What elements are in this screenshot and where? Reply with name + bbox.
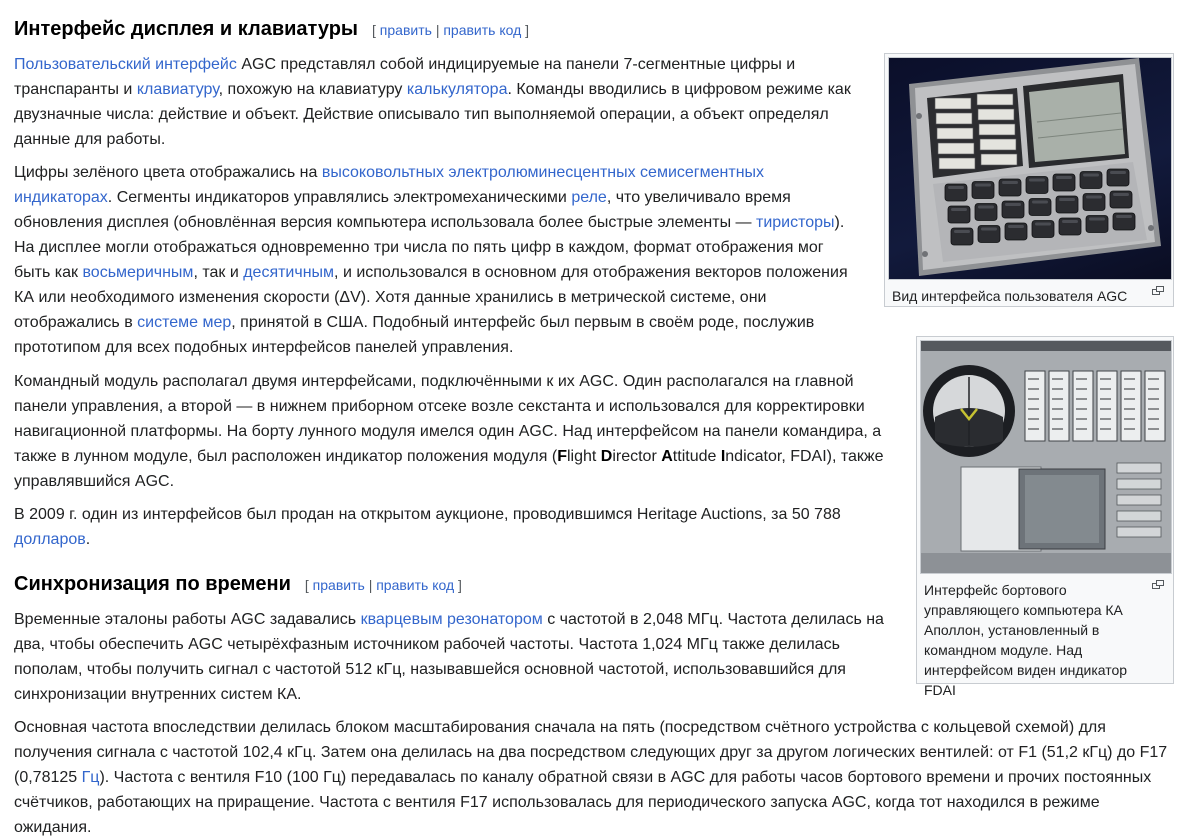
key-highlight bbox=[1005, 203, 1021, 206]
link-unit-system[interactable]: системе мер bbox=[137, 314, 232, 331]
edit-link[interactable]: править bbox=[312, 577, 365, 593]
figure-caption: Вид интерфейса пользователя AGC bbox=[888, 280, 1170, 308]
indicator-lamp bbox=[935, 98, 971, 109]
link-quartz-resonator[interactable]: кварцевым резонатором bbox=[360, 611, 543, 628]
el-display bbox=[1029, 82, 1125, 162]
key-highlight bbox=[1032, 201, 1048, 204]
section-title: Синхронизация по времени bbox=[14, 573, 291, 595]
panel-switch bbox=[1117, 527, 1161, 537]
screw bbox=[1148, 225, 1154, 231]
magnify-icon[interactable] bbox=[1152, 580, 1164, 589]
paragraph: Пользовательский интерфейс AGC представлял собой индицируемые на панели 7-сегментные цифры и транспаранты и клавиатуру, похожую на клавиатуру калькулятора. Команды вводились в цифровом режиме как двузначные числа: действие и объект. Действие описывало тип выполняемой операции, а объект определял данные для работы. bbox=[14, 56, 851, 148]
section-title: Интерфейс дисплея и клавиатуры bbox=[14, 18, 359, 40]
section-heading-timing bbox=[14, 571, 462, 598]
paragraph: Командный модуль располагал двумя интерфейсами, подключёнными к их AGC. Один располагался на главной панели управления, а второй — в нижнем приборном отсеке возле секстанта и использовался для корректировки навигационной платформы. На борту лунного модуля имелся один AGC. Над интерфейсом на панели командира, а также в лунном модуле, был расположен индикатор положения модуля (Flight Director Attitude Indicator, FDAI), также управлявшийся AGC. bbox=[14, 373, 884, 490]
panel-display-glass bbox=[1025, 475, 1099, 543]
edit-section-links: [ править | править код ] bbox=[304, 577, 462, 593]
dsky-image[interactable] bbox=[888, 57, 1172, 280]
panel-switch bbox=[1117, 479, 1161, 489]
indicator-lamp bbox=[977, 94, 1013, 105]
key-highlight bbox=[954, 230, 970, 233]
link-calculator[interactable]: калькулятора bbox=[406, 81, 508, 98]
key-highlight bbox=[1086, 196, 1102, 199]
indicator-lamp bbox=[978, 109, 1014, 120]
key-highlight bbox=[1035, 223, 1051, 226]
magnify-icon[interactable] bbox=[1152, 286, 1164, 295]
key-highlight bbox=[1059, 198, 1075, 201]
panel-top-strip bbox=[921, 341, 1171, 351]
link-el-indicators[interactable]: высоковольтных электролюминесцентных семисегментных индикаторах bbox=[14, 164, 765, 206]
edit-link[interactable]: править bbox=[379, 22, 432, 38]
tape-gauge bbox=[1073, 371, 1093, 441]
key-highlight bbox=[981, 228, 997, 231]
paragraph: Временные эталоны работы AGC задавались кварцевым резонатором с частотой в 2,048 МГц. Частота делилась на два, чтобы обеспечить AGC четырёхфазным источником рабочей частоты. Частота 1,024 МГц также делилась пополам, чтобы получить сигнал с частотой 512 кГц, называвшейся основной частотой, использовавшийся для синхронизации внутренних систем КА. bbox=[14, 611, 884, 703]
link-thyristors[interactable]: тиристоры bbox=[755, 214, 835, 231]
figure-dsky bbox=[884, 53, 1174, 307]
tape-gauge bbox=[1121, 371, 1141, 441]
edit-section-links: [ править | править код ] bbox=[372, 22, 530, 38]
indicator-lamp bbox=[938, 143, 974, 154]
link-octal[interactable]: восьмеричным bbox=[82, 264, 194, 281]
panel-switch bbox=[1117, 463, 1161, 473]
panel-image[interactable] bbox=[920, 340, 1172, 574]
link-hertz[interactable]: Гц bbox=[81, 769, 100, 786]
link-keyboard[interactable]: клавиатуру bbox=[136, 81, 219, 98]
section-heading-display bbox=[14, 16, 529, 43]
key-highlight bbox=[1002, 181, 1018, 184]
tape-gauge bbox=[1097, 371, 1117, 441]
panel-lower-strip bbox=[921, 553, 1171, 573]
figure-panel bbox=[916, 336, 1174, 698]
key-highlight bbox=[1089, 218, 1105, 221]
key-highlight bbox=[1056, 176, 1072, 179]
indicator-lamp bbox=[979, 124, 1015, 135]
figure-caption: Интерфейс бортового управляющего компьютера КА Аполлон, установленный в командном модуле. Над интерфейсом виден индикатор FDAI bbox=[920, 574, 1170, 702]
indicator-lamp bbox=[981, 154, 1017, 165]
key-highlight bbox=[1110, 171, 1126, 174]
indicator-lamp bbox=[980, 139, 1016, 150]
indicator-lamp bbox=[937, 128, 973, 139]
key-highlight bbox=[1083, 174, 1099, 177]
key-highlight bbox=[951, 208, 967, 211]
tape-gauge bbox=[1145, 371, 1165, 441]
screw bbox=[922, 251, 928, 257]
tape-gauge bbox=[1025, 371, 1045, 441]
screw bbox=[916, 113, 922, 119]
key-highlight bbox=[1116, 215, 1132, 218]
paragraph: Цифры зелёного цвета отображались на высоковольтных электролюминесцентных семисегментных индикаторах. Сегменты индикаторов управлялись электромеханическими реле, что увеличивало время обновления дисплея (обновлённая версия компьютера использовала более быстрые элементы — тиристоры). На дисплее могли отображаться одновременно три числа по пять цифр в каждом, формат отображения мог быть как восьмеричным, так и десятичным, и использовался в основном для отображения векторов положения КА или необходимого изменения скорости (ΔV). Хотя данные хранились в метрической системе, они отображались в системе мер, принятой в США. Подобный интерфейс был первым в своём роде, послужив прототипом для всех подобных интерфейсов панелей управления. bbox=[14, 164, 848, 356]
tape-gauge bbox=[1049, 371, 1069, 441]
key-highlight bbox=[1029, 179, 1045, 182]
link-relay[interactable]: реле bbox=[571, 189, 607, 206]
indicator-lamp bbox=[939, 158, 975, 169]
paragraph: Основная частота впоследствии делилась блоком масштабирования сначала на пять (посредством счётного устройства с кольцевой схемой) для получения сигнала с частотой 102,4 кГц. Затем она делилась на два посредством следующих друг за другом логических вентилей: от F1 (51,2 кГц) до F17 (0,78125 Гц). Частота с вентиля F10 (100 Гц) передавалась по каналу обратной связи в AGC для работы часов бортового времени и прочих постоянных счётчиков, работающих на приращение. Частота с вентиля F17 использовалась для периодического запуска AGC, когда тот находился в режиме ожидания. bbox=[14, 719, 1168, 836]
panel-switch bbox=[1117, 495, 1161, 505]
link-user-interface[interactable]: Пользовательский интерфейс bbox=[14, 56, 237, 73]
edit-code-link[interactable]: править код bbox=[376, 577, 455, 593]
edit-code-link[interactable]: править код bbox=[443, 22, 522, 38]
panel-photo bbox=[921, 341, 1171, 573]
paragraph: В 2009 г. один из интерфейсов был продан на открытом аукционе, проводившимся Heritage Auctions, за 50 788 долларов. bbox=[14, 506, 841, 548]
link-decimal[interactable]: десятичным bbox=[243, 264, 335, 281]
key-highlight bbox=[1113, 193, 1129, 196]
indicator-lamp bbox=[936, 113, 972, 124]
key-highlight bbox=[1062, 220, 1078, 223]
key-highlight bbox=[975, 184, 991, 187]
key-highlight bbox=[1008, 225, 1024, 228]
key-highlight bbox=[978, 206, 994, 209]
key-highlight bbox=[948, 186, 964, 189]
panel-switch bbox=[1117, 511, 1161, 521]
dsky-photo bbox=[889, 58, 1171, 279]
link-dollars[interactable]: долларов bbox=[14, 531, 86, 548]
